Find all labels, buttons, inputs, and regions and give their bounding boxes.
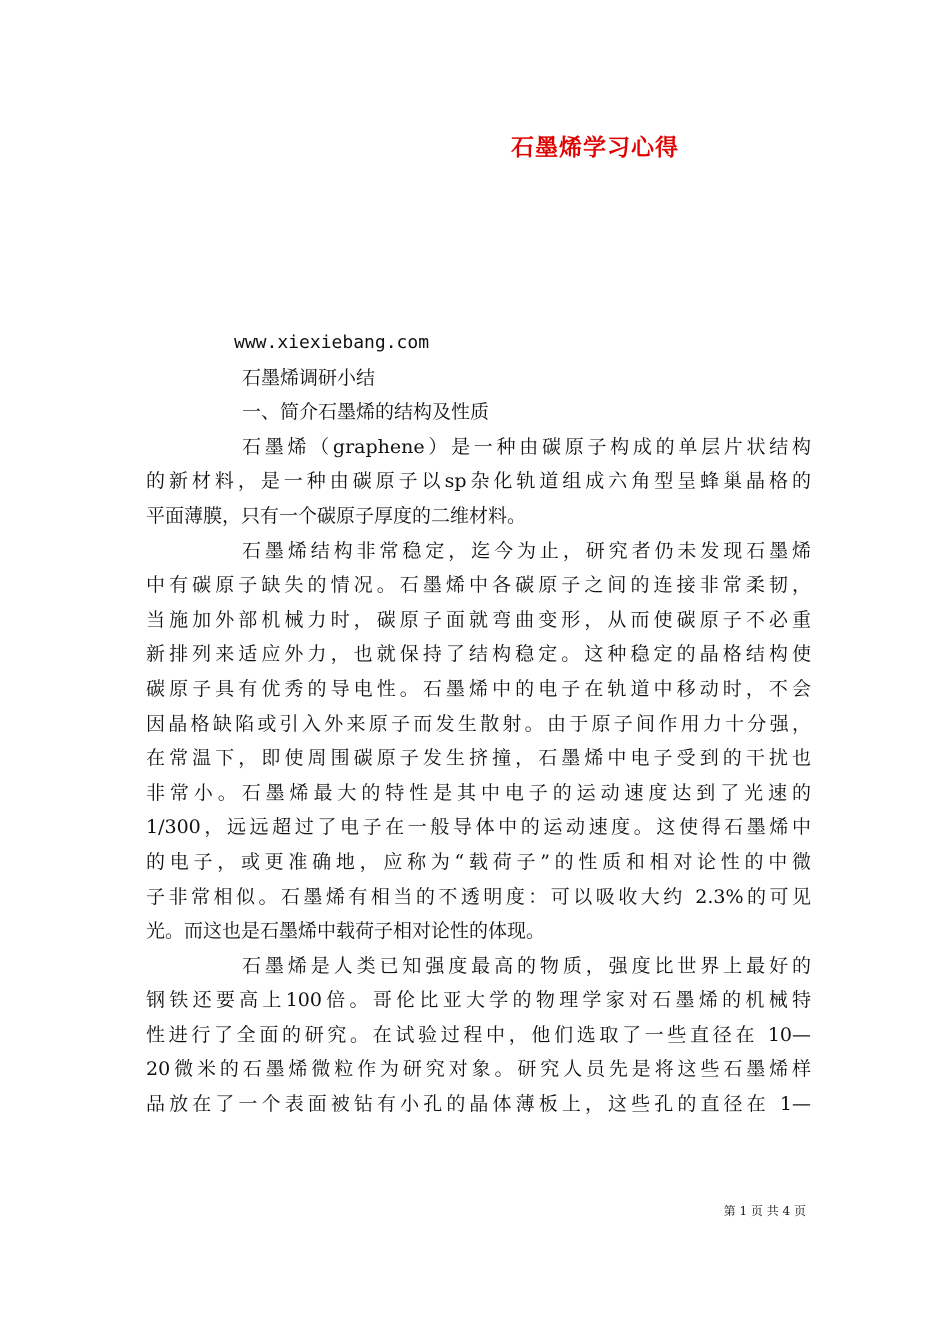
source-url: www.xiexiebang.com [234,332,430,353]
paragraph-line: 钢铁还要高上100倍。哥伦比亚大学的物理学家对石墨烯的机械特 [146,989,811,1012]
paragraph-line: 在常温下，即使周围碳原子发生挤撞，石墨烯中电子受到的干扰也 [146,747,811,770]
document-heading: 石墨烯调研小结 [242,366,376,389]
paragraph-line: 品放在了一个表面被钻有小孔的晶体薄板上，这些孔的直径在 1— [146,1093,811,1116]
paragraph-line: 碳原子具有优秀的导电性。石墨烯中的电子在轨道中移动时，不会 [146,677,811,700]
paragraph-line: 石墨烯是人类已知强度最高的物质，强度比世界上最好的 [242,954,811,977]
paragraph-line: 石墨烯（graphene）是一种由碳原子构成的单层片状结构 [242,435,811,458]
paragraph-line: 因晶格缺陷或引入外来原子而发生散射。由于原子间作用力十分强， [146,712,811,735]
paragraph-line: 的电子，或更准确地，应称为“载荷子”的性质和相对论性的中微 [146,850,811,873]
paragraph-3 [146,949,811,1122]
paragraph-line: 当施加外部机械力时，碳原子面就弯曲变形，从而使碳原子不必重 [146,608,811,631]
paragraph-line: 平面薄膜，只有一个碳原子厚度的二维材料。 [146,504,527,527]
paragraph-line: 子非常相似。石墨烯有相当的不透明度：可以吸收大约 2.3%的可见 [146,885,811,908]
paragraph-1 [146,430,811,534]
document-title: 石墨烯学习心得 [511,134,679,161]
paragraph-line: 20微米的石墨烯微粒作为研究对象。研究人员先是将这些石墨烯样 [146,1058,811,1081]
paragraph-line: 光。而这也是石墨烯中载荷子相对论性的体现。 [146,920,546,943]
page-number-footer: 第 1 页 共 4 页 [723,1204,806,1218]
paragraph-line: 的新材料，是一种由碳原子以sp杂化轨道组成六角型呈蜂巢晶格的 [146,470,811,493]
paragraph-line: 新排列来适应外力，也就保持了结构稳定。这种稳定的晶格结构使 [146,643,811,666]
paragraph-line: 非常小。石墨烯最大的特性是其中电子的运动速度达到了光速的 [146,781,811,804]
paragraph-line: 1/300，远远超过了电子在一般导体中的运动速度。这使得石墨烯中 [146,816,811,839]
paragraph-line: 石墨烯结构非常稳定，迄今为止，研究者仍未发现石墨烯 [242,539,811,562]
section-heading: 一、简介石墨烯的结构及性质 [242,401,490,424]
paragraph-line: 中有碳原子缺失的情况。石墨烯中各碳原子之间的连接非常柔韧， [146,574,811,597]
paragraph-2 [146,534,811,949]
document-body [146,326,811,1122]
paragraph-line: 性进行了全面的研究。在试验过程中，他们选取了一些直径在 10— [146,1023,811,1046]
